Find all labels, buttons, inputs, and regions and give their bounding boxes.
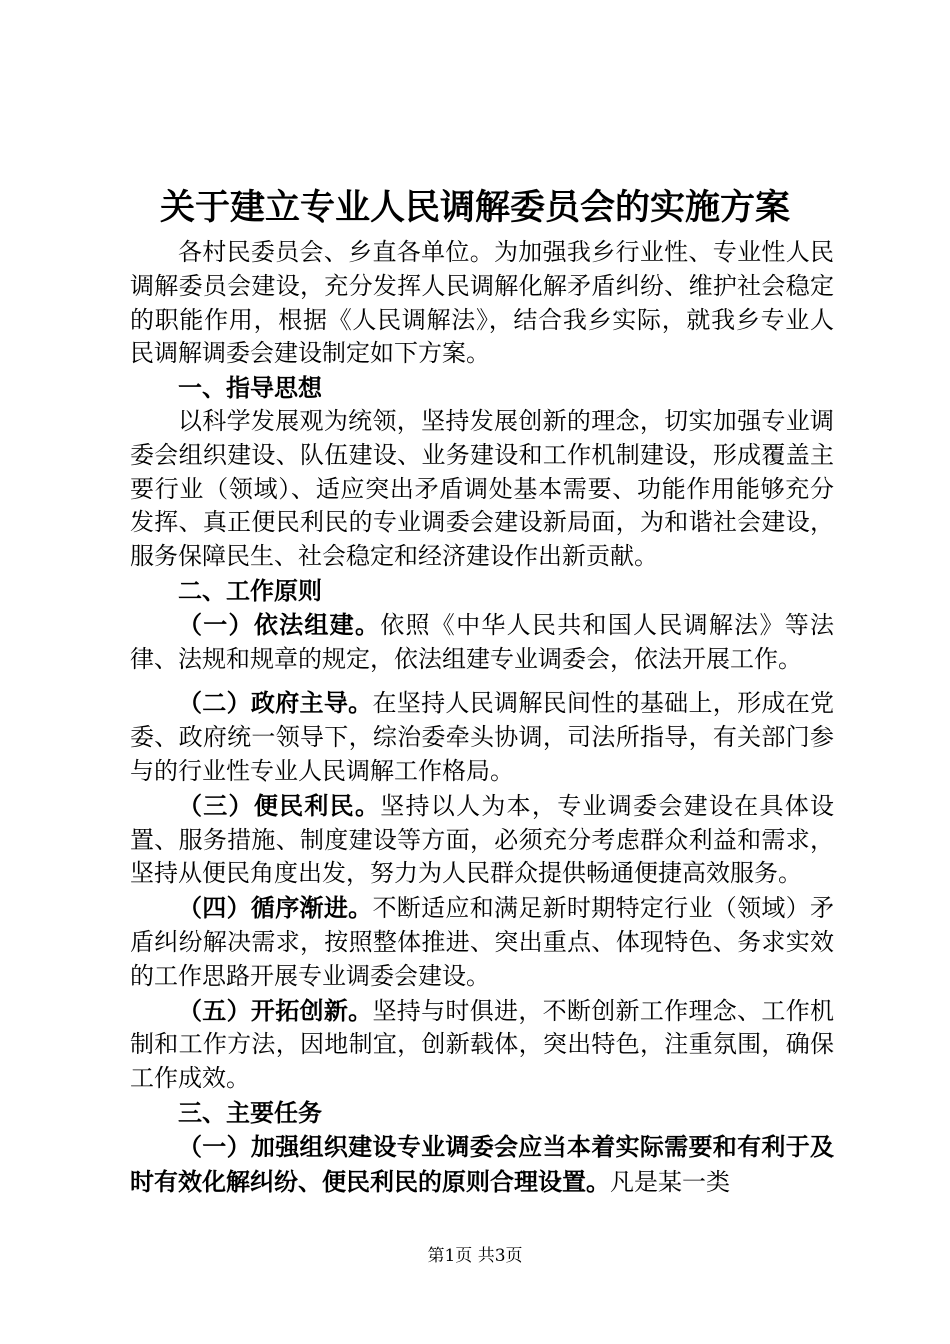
principle-text: 依照《中华人民共和国人民调解法》等法律、法规和规章的规定，依法组建专业调委会，依法开展工作。: [130, 610, 835, 673]
principle-text: 在坚持人民调解民间性的基础上，形成在党委、政府统一领导下，综治委牵头协调，司法所指导，有关部门参与的行业性专业人民调解工作格局。: [130, 689, 835, 785]
task-text: 凡是某一类: [610, 1167, 730, 1196]
page-number-footer: 第1页 共3页: [427, 1246, 523, 1266]
document-title: 关于建立专业人民调解委员会的实施方案: [159, 187, 790, 228]
principle-lead: （一）依法组建。: [178, 609, 381, 639]
intro-paragraph: 各村民委员会、乡直各单位。为加强我乡行业性、专业性人民调解委员会建设，充分发挥人民调解化解矛盾纠纷、维护社会稳定的职能作用，根据《人民调解法》，结合我乡实际，就我乡专业人民调解调委会建设制定如下方案。: [130, 238, 834, 368]
principle-paragraph: [130, 608, 834, 677]
task-paragraph: [130, 1130, 834, 1200]
principle-paragraph: [130, 686, 834, 788]
principle-paragraph: [130, 891, 834, 993]
principle-lead: （三）便民利民。: [178, 790, 381, 820]
section-heading-work-principles: 二、工作原则: [178, 575, 322, 605]
principle-lead: （四）循序渐进。: [178, 893, 373, 923]
document-body: [130, 236, 834, 1199]
guiding-thought-paragraph: 以科学发展观为统领，坚持发展创新的理念，切实加强专业调委会组织建设、队伍建设、业务建设和工作机制建设，形成覆盖主要行业（领域）、适应突出矛盾调处基本需要、功能作用能够充分发挥、真正便民利民的专业调委会建设新局面，为和谐社会建设，服务保障民生、社会稳定和经济建设作出新贡献。: [130, 406, 834, 571]
task-lead: （一）加强组织建设专业调委会应当本着实际需要和有利于及时有效化解纠纷、便民利民的原则合理设置。: [130, 1131, 834, 1196]
principle-lead: （二）政府主导。: [178, 688, 373, 718]
principle-text: 坚持以人为本，专业调委会建设在具体设置、服务措施、制度建设等方面，必须充分考虑群众利益和需求，坚持从便民角度出发，努力为人民群众提供畅通便捷高效服务。: [130, 791, 835, 888]
principle-paragraph: [130, 994, 834, 1096]
principle-paragraph: [130, 789, 834, 891]
principle-text: 不断适应和满足新时期特定行业（领域）矛盾纠纷解决需求，按照整体推进、突出重点、体现特色、务求实效的工作思路开展专业调委会建设。: [130, 894, 835, 990]
section-heading-main-tasks: 三、主要任务: [178, 1097, 322, 1127]
principle-text: 坚持与时俱进，不断创新工作理念、工作机制和工作方法，因地制宜，创新载体，突出特色，注重氛围，确保工作成效。: [130, 996, 835, 1093]
section-heading-guiding-thought: 一、指导思想: [178, 373, 322, 403]
principle-lead: （五）开拓创新。: [178, 995, 373, 1025]
